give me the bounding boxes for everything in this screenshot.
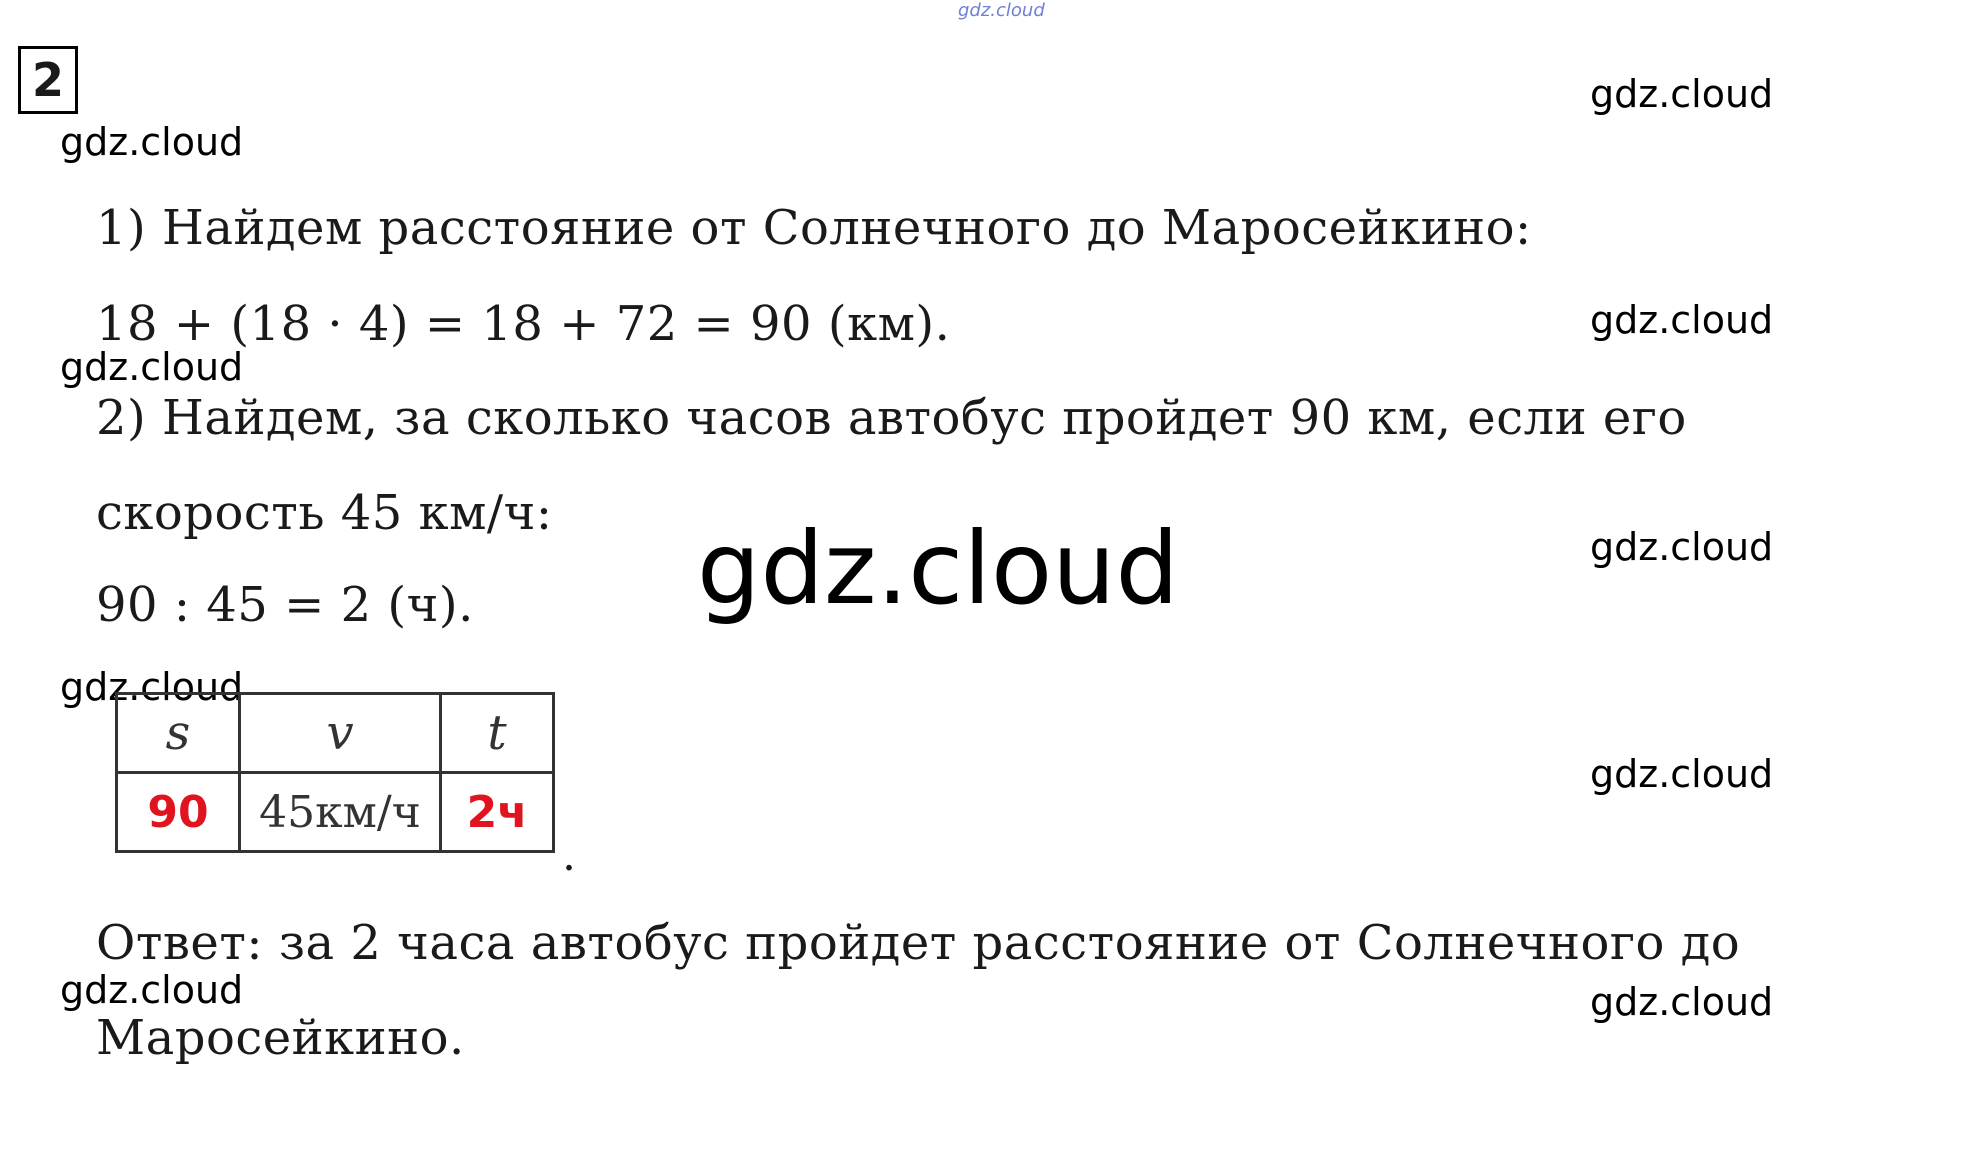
watermark-center: gdz.cloud <box>697 510 1180 627</box>
answer-line2: Маросейкино. <box>96 1010 465 1066</box>
watermark-right-3: gdz.cloud <box>1590 525 1774 569</box>
table-value-row <box>117 773 554 852</box>
step1-text: 1) Найдем расстояние от Солнечного до Маросейкино: <box>96 200 1532 256</box>
watermark-right-5: gdz.cloud <box>1590 980 1774 1024</box>
watermark-right-1: gdz.cloud <box>1590 72 1774 116</box>
watermark-left-2: gdz.cloud <box>60 345 244 389</box>
watermark-right-2: gdz.cloud <box>1590 298 1774 342</box>
watermark-right-4: gdz.cloud <box>1590 752 1774 796</box>
watermark-left-4: gdz.cloud <box>60 968 244 1012</box>
table-header-row <box>117 694 554 773</box>
task-number-box: 2 <box>18 46 78 114</box>
watermark-top: gdz.cloud <box>958 0 1045 21</box>
value-s: 90 <box>117 773 240 852</box>
step2-text-line2: скорость 45 км/ч: <box>96 485 553 541</box>
svt-table <box>115 692 555 853</box>
header-t: t <box>441 694 554 773</box>
header-s: s <box>117 694 240 773</box>
answer-line1: Ответ: за 2 часа автобус пройдет расстояние от Солнечного до <box>96 915 1741 971</box>
value-v: 45км/ч <box>240 773 441 852</box>
watermark-left-1: gdz.cloud <box>60 120 244 164</box>
watermark-left-3: gdz.cloud <box>60 665 244 709</box>
step1-calculation: 18 + (18 · 4) = 18 + 72 = 90 (км). <box>96 296 951 352</box>
header-v: v <box>240 694 441 773</box>
step2-text-line1: 2) Найдем, за сколько часов автобус пройдет 90 км, если его <box>96 390 1687 446</box>
step2-calculation: 90 : 45 = 2 (ч). <box>96 577 474 633</box>
table-end-period: . <box>562 830 576 881</box>
value-t: 2ч <box>441 773 554 852</box>
